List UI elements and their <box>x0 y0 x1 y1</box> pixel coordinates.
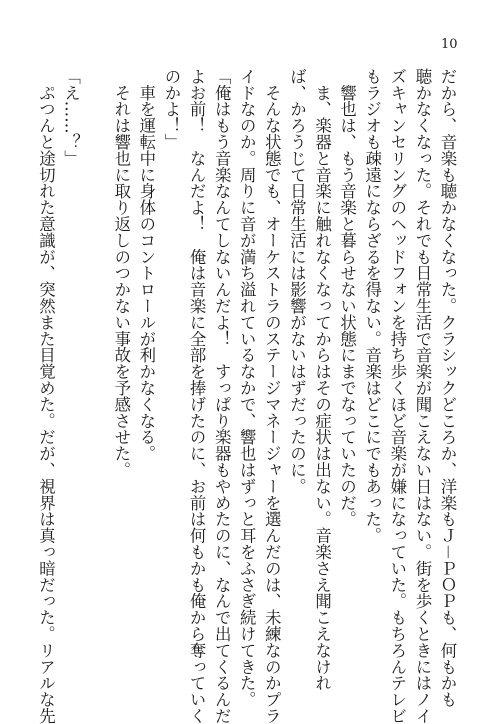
page-number: 10 <box>441 37 458 52</box>
text-line: それは響也に取り返しのつかない事故を予感させた。 <box>111 68 131 478</box>
vertical-text-body <box>33 68 460 724</box>
text-line: イドなのか。周りに音が満ち溢れているなかで、響也はずっと耳をふさぎ続けてきた。 <box>237 68 257 708</box>
text-line: 車を運転中に身体のコントロールが利かなくなる。 <box>136 68 156 462</box>
text-line: だから、音楽も聴かなくなった。クラシックどころか、洋楽もＪ－ＰＯＰも、何もかも <box>438 68 457 708</box>
text-line: ズキャンセリングのヘッドフォンを持ち歩くほど音楽が嫌になっていた。もちろんテレビ <box>387 68 407 724</box>
text-line: よお前！ なんだよ！ 俺は音楽に全部を捧げたのに、お前は何もかも俺から奪っていく <box>187 68 207 724</box>
text-line: ぷつんと途切れた意識が、突然また目覚めた。だが、視界は真っ暗だった。リアルな先 <box>36 68 56 724</box>
text-line: もラジオも疎遠にならざるを得ない。音楽はどこにでもあった。 <box>362 68 382 544</box>
text-line: ま、楽器と音楽に触れなくなってからはその症状は出ない。音楽さえ聞こえなけれ <box>312 68 332 692</box>
text-line: 響也は、もう音楽と暮らせない状態にまでなっていたのだ。 <box>337 68 357 528</box>
blank-line <box>84 68 109 668</box>
text-line: のかよ！」 <box>161 68 181 150</box>
text-line: 聴かなくなった。それでも日常生活で音楽が聞こえない日はない。街を歩くときにはノイ <box>412 68 432 724</box>
text-line: ば、かろうじて日常生活には影響がないはずだったのに。 <box>287 68 307 495</box>
text-line: 「え……？」 <box>61 68 81 167</box>
text-line: 「俺はもう音楽なんてしないんだよ！ すっぱり楽器もやめたのに、なんで出てくるんだ <box>212 68 232 724</box>
text-line: そんな状態でも、オーケストラのステージマネージャーを選んだのは、未練なのかプラ <box>262 68 282 724</box>
